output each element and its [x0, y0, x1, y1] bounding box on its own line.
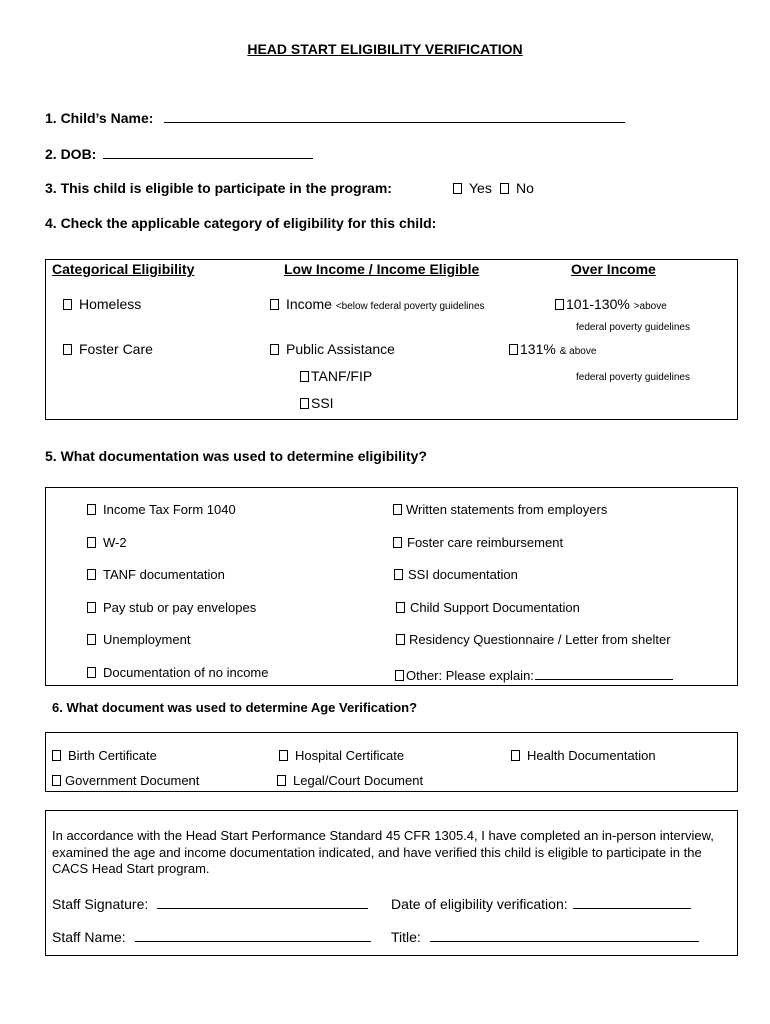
tanf-fip-option[interactable]	[300, 368, 372, 384]
ssi-label: SSI	[311, 395, 334, 411]
range-131-label: 131%	[520, 341, 556, 357]
childs-name-row	[45, 108, 625, 126]
hospital-certificate-option[interactable]	[279, 748, 404, 763]
doc-checkbox[interactable]	[393, 504, 402, 515]
doc-option-other[interactable]	[395, 665, 673, 683]
doc-label: Documentation of no income	[103, 665, 269, 680]
ssi-option[interactable]	[300, 395, 334, 411]
public-assistance-option[interactable]	[270, 341, 395, 357]
doc-checkbox[interactable]	[87, 634, 96, 645]
homeless-label: Homeless	[79, 296, 142, 312]
income-note: <below federal poverty guidelines	[335, 301, 485, 312]
doc-option[interactable]	[87, 600, 256, 615]
doc-label: Residency Questionnaire / Letter from shelter	[409, 632, 671, 647]
income-label: Income	[286, 296, 332, 312]
staff-signature-field[interactable]	[157, 894, 368, 909]
doc-option[interactable]	[394, 567, 518, 582]
verification-date-row	[391, 894, 691, 912]
no-checkbox[interactable]	[500, 183, 509, 194]
childs-name-field[interactable]	[164, 108, 625, 123]
doc-checkbox[interactable]	[396, 634, 405, 645]
doc-label: Income Tax Form 1040	[103, 502, 236, 517]
government-document-checkbox[interactable]	[52, 775, 61, 786]
public-assistance-checkbox[interactable]	[270, 344, 279, 355]
hospital-certificate-label: Hospital Certificate	[295, 748, 405, 763]
doc-option[interactable]	[87, 665, 268, 680]
staff-name-field[interactable]	[135, 927, 371, 942]
category-question: 4. Check the applicable category of eligibility for this child:	[45, 215, 437, 231]
health-documentation-option[interactable]	[511, 748, 656, 763]
doc-option[interactable]	[87, 632, 190, 647]
foster-care-option[interactable]	[63, 341, 153, 357]
doc-label: Pay stub or pay envelopes	[103, 600, 257, 615]
doc-label: TANF documentation	[103, 567, 225, 582]
doc-checkbox[interactable]	[396, 602, 405, 613]
dob-row	[45, 144, 313, 162]
doc-checkbox[interactable]	[87, 667, 96, 678]
homeless-checkbox[interactable]	[63, 299, 72, 310]
range-131-checkbox[interactable]	[509, 344, 518, 355]
verification-date-label: Date of eligibility verification:	[391, 896, 568, 912]
doc-checkbox[interactable]	[87, 602, 96, 613]
title-label: Title:	[391, 929, 421, 945]
homeless-option[interactable]	[63, 296, 141, 312]
doc-checkbox[interactable]	[87, 504, 96, 515]
form-title: HEAD START ELIGIBILITY VERIFICATION	[247, 41, 523, 57]
range-131-note-line2: federal poverty guidelines	[576, 372, 690, 383]
categorical-eligibility-header: Categorical Eligibility	[52, 261, 195, 277]
birth-certificate-checkbox[interactable]	[52, 750, 61, 761]
title-field[interactable]	[430, 927, 699, 942]
childs-name-label: 1. Child’s Name:	[45, 110, 154, 126]
doc-checkbox[interactable]	[395, 670, 404, 681]
public-assistance-label: Public Assistance	[286, 341, 395, 357]
eligibility-category-box	[45, 259, 738, 420]
range-131-option[interactable]	[509, 341, 596, 357]
foster-care-checkbox[interactable]	[63, 344, 72, 355]
foster-care-label: Foster Care	[79, 341, 153, 357]
staff-signature-row	[52, 894, 368, 912]
government-document-label: Government Document	[65, 773, 200, 788]
eligible-question: 3. This child is eligible to participate in the program:	[45, 180, 392, 196]
doc-option[interactable]	[87, 502, 236, 517]
staff-signature-label: Staff Signature:	[52, 896, 149, 912]
certification-statement: In accordance with the Head Start Performance Standard 45 CFR 1305.4, I have completed an in-person interview, examined the age and income documentation indicated, and have verified this child is eligible to participate in the CACS Head Start program.	[52, 828, 714, 876]
doc-label: Other: Please explain:	[406, 668, 534, 683]
doc-checkbox[interactable]	[87, 569, 96, 580]
income-option[interactable]	[270, 296, 485, 312]
range-101-130-label: 101-130%	[566, 296, 630, 312]
doc-checkbox[interactable]	[393, 537, 402, 548]
title-row	[391, 927, 699, 945]
dob-label: 2. DOB:	[45, 146, 97, 162]
birth-certificate-option[interactable]	[52, 748, 157, 763]
health-documentation-checkbox[interactable]	[511, 750, 520, 761]
doc-option[interactable]	[87, 567, 225, 582]
hospital-certificate-checkbox[interactable]	[279, 750, 288, 761]
eligible-no-option[interactable]	[500, 180, 534, 196]
doc-option[interactable]	[393, 535, 563, 550]
income-checkbox[interactable]	[270, 299, 279, 310]
range-101-130-note: >above	[633, 301, 667, 312]
over-income-header: Over Income	[571, 261, 656, 277]
yes-checkbox[interactable]	[453, 183, 462, 194]
tanf-fip-label: TANF/FIP	[311, 368, 373, 384]
no-label: No	[516, 180, 534, 196]
range-131-note: & above	[559, 346, 597, 357]
doc-option[interactable]	[393, 502, 607, 517]
doc-option[interactable]	[396, 600, 580, 615]
low-income-header: Low Income / Income Eligible	[284, 261, 480, 277]
eligible-yes-option[interactable]	[453, 180, 492, 196]
doc-label: Foster care reimbursement	[407, 535, 564, 550]
range-101-130-checkbox[interactable]	[555, 299, 564, 310]
doc-label: Child Support Documentation	[410, 600, 580, 615]
yes-label: Yes	[469, 180, 492, 196]
other-explain-field[interactable]	[535, 665, 673, 680]
doc-checkbox[interactable]	[87, 537, 96, 548]
staff-name-row	[52, 927, 371, 945]
health-documentation-label: Health Documentation	[527, 748, 656, 763]
birth-certificate-label: Birth Certificate	[68, 748, 157, 763]
staff-name-label: Staff Name:	[52, 929, 126, 945]
legal-court-document-label: Legal/Court Document	[293, 773, 424, 788]
doc-option[interactable]	[396, 632, 671, 647]
doc-option[interactable]	[87, 535, 127, 550]
tanf-fip-checkbox[interactable]	[300, 371, 309, 382]
dob-field[interactable]	[103, 144, 313, 159]
ssi-checkbox[interactable]	[300, 398, 309, 409]
doc-checkbox[interactable]	[394, 569, 403, 580]
doc-label: W-2	[103, 535, 127, 550]
documentation-question: 5. What documentation was used to determine eligibility?	[45, 448, 427, 464]
range-101-130-option[interactable]	[555, 296, 667, 312]
age-verification-question: 6. What document was used to determine Age Verification?	[52, 700, 418, 715]
verification-date-field[interactable]	[573, 894, 691, 909]
doc-label: SSI documentation	[408, 567, 518, 582]
legal-court-document-checkbox[interactable]	[277, 775, 286, 786]
doc-label: Unemployment	[103, 632, 191, 647]
range-101-130-note-line2: federal poverty guidelines	[576, 322, 690, 333]
doc-label: Written statements from employers	[406, 502, 608, 517]
legal-court-document-option[interactable]	[277, 773, 423, 788]
government-document-option[interactable]	[52, 773, 199, 788]
